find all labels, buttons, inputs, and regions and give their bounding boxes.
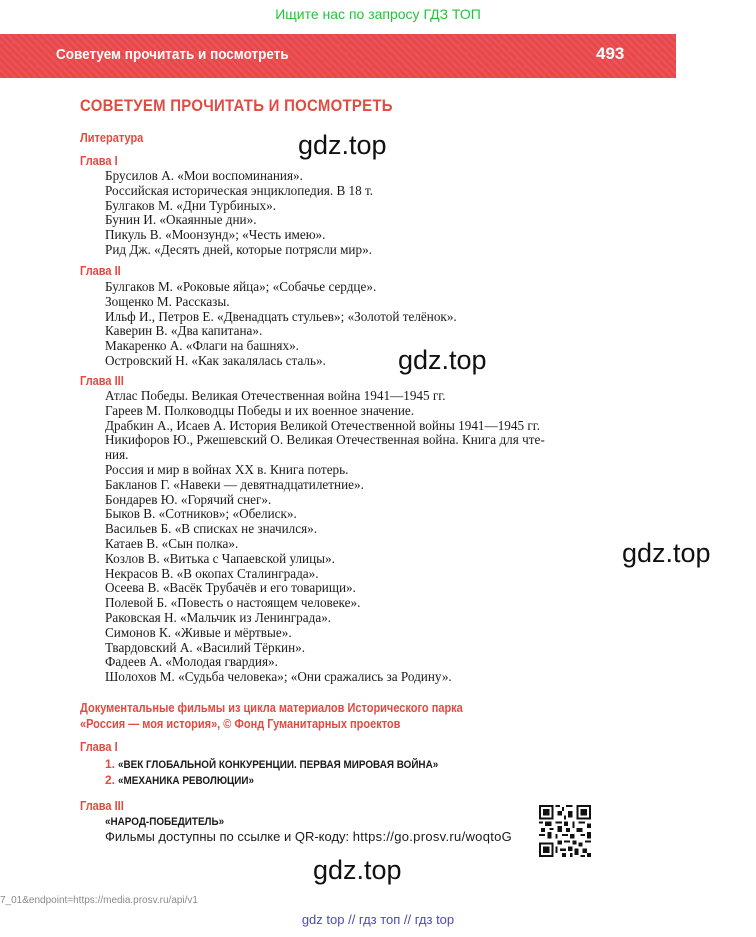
film-item	[105, 757, 474, 773]
book-item: Твардовский А. «Василий Тёркин».	[105, 639, 306, 655]
watermark: gdz.top	[298, 130, 387, 160]
book-item: Российская историческая энциклопедия. В 18 т.	[105, 182, 374, 198]
film-chapter-3-label: Глава III	[80, 799, 124, 813]
documentary-intro	[80, 700, 463, 732]
book-item: Булгаков М. «Роковые яйца»; «Собачье сердце».	[105, 279, 377, 294]
film-item	[105, 773, 474, 789]
book-item: Островский Н. «Как закалялась сталь».	[105, 352, 326, 368]
watermark: gdz.top	[313, 855, 402, 885]
book-item: Пикуль В. «Моонзунд»; «Честь имею».	[105, 227, 326, 243]
book-item: Брусилов А. «Мои воспоминания».	[105, 168, 303, 183]
banner-title: Советуем прочитать и посмотреть	[56, 46, 289, 63]
book-item: Россия и мир в войнах XX в. Книга потерь.	[105, 461, 349, 477]
access-text: Фильмы доступны по ссылке и QR-коду:	[105, 829, 350, 844]
book-item: Фадеев А. «Молодая гвардия».	[105, 654, 278, 670]
film-list-chapter-1	[105, 757, 474, 789]
book-item: Некрасов В. «В окопах Сталинграда».	[105, 565, 319, 581]
chapter-3-books	[105, 389, 545, 685]
book-item: Зощенко М. Рассказы.	[105, 293, 230, 309]
page-number: 493	[596, 44, 625, 63]
book-item: Атлас Победы. Великая Отечественная война 1941—1945 гг.	[105, 388, 446, 403]
qr-code[interactable]	[539, 805, 591, 857]
documentary-intro-line: Документальные фильмы из цикла материалов Исторического парка	[80, 701, 463, 715]
film-title: «МЕХАНИКА РЕВОЛЮЦИИ»	[118, 775, 255, 787]
book-item: Симонов К. «Живые и мёртвые».	[105, 624, 292, 640]
book-item: Никифоров Ю., Ржешевский О. Великая Отечественная война. Книга для чте-	[105, 432, 545, 448]
book-item: Шолохов М. «Судьба человека»; «Они сражались за Родину».	[105, 669, 452, 685]
film-number: 1.	[105, 757, 116, 771]
chapter-2-label: Глава II	[80, 264, 121, 278]
book-item: Полевой Б. «Повесть о настоящем человеке».	[105, 595, 361, 611]
film-title: «НАРОД-ПОБЕДИТЕЛЬ»	[105, 816, 225, 828]
film-number: 2.	[105, 773, 116, 787]
film-title: «ВЕК ГЛОБАЛЬНОЙ КОНКУРЕНЦИИ. ПЕРВАЯ МИРОВАЯ ВОЙНА»	[118, 759, 439, 771]
footer-links[interactable]: gdz top // гдз топ // гдз top	[301, 912, 455, 927]
watermark: gdz.top	[398, 345, 487, 375]
chapter-1-books	[105, 169, 373, 258]
chapter-3-label: Глава III	[80, 374, 124, 388]
watermark: gdz.top	[622, 538, 711, 568]
literature-label: Литература	[80, 131, 144, 145]
book-item: Каверин В. «Два капитана».	[105, 323, 263, 339]
book-item: Макаренко А. «Флаги на башнях».	[105, 338, 299, 354]
book-item: Бакланов Г. «Навеки — девятнадцатилетние».	[105, 476, 364, 492]
book-item: Рид Дж. «Десять дней, которые потрясли мир».	[105, 241, 372, 257]
book-item: Быков В. «Сотников»; «Обелиск».	[105, 506, 297, 522]
book-item: Катаев В. «Сын полка».	[105, 535, 239, 551]
book-item: Васильев Б. «В списках не значился».	[105, 521, 318, 537]
film-link[interactable]: https://go.prosv.ru/woqtoG	[352, 829, 513, 844]
search-hint: Ищите нас по запросу ГДЗ ТОП	[275, 6, 481, 22]
book-item: Драбкин А., Исаев А. История Великой Отечественной войны 1941—1945 гг.	[105, 417, 540, 433]
truncated-url: 7_01&endpoint=https://media.prosv.ru/api/v1	[0, 895, 198, 906]
book-item: Булгаков М. «Дни Турбиных».	[105, 197, 277, 213]
book-item: ния.	[105, 447, 129, 463]
section-heading: СОВЕТУЕМ ПРОЧИТАТЬ И ПОСМОТРЕТЬ	[80, 96, 393, 115]
book-item: Бондарев Ю. «Горячий снег».	[105, 491, 272, 507]
page-header-banner	[0, 34, 676, 78]
book-item: Осеева В. «Васёк Трубачёв и его товарищи».	[105, 580, 356, 596]
book-item: Козлов В. «Витька с Чапаевской улицы».	[105, 550, 335, 566]
chapter-1-label: Глава I	[80, 154, 118, 168]
book-item: Гареев М. Полководцы Победы и их военное значение.	[105, 402, 415, 418]
documentary-intro-line: «Россия — моя история», © Фонд Гуманитарных проектов	[80, 717, 401, 731]
book-item: Бунин И. «Окаянные дни».	[105, 212, 257, 228]
book-item: Ильф И., Петров Е. «Двенадцать стульев»; «Золотой телёнок».	[105, 308, 457, 324]
access-line	[105, 829, 512, 844]
film-chapter-1-label: Глава I	[80, 740, 118, 754]
book-item: Раковская Н. «Мальчик из Ленинграда».	[105, 609, 332, 625]
